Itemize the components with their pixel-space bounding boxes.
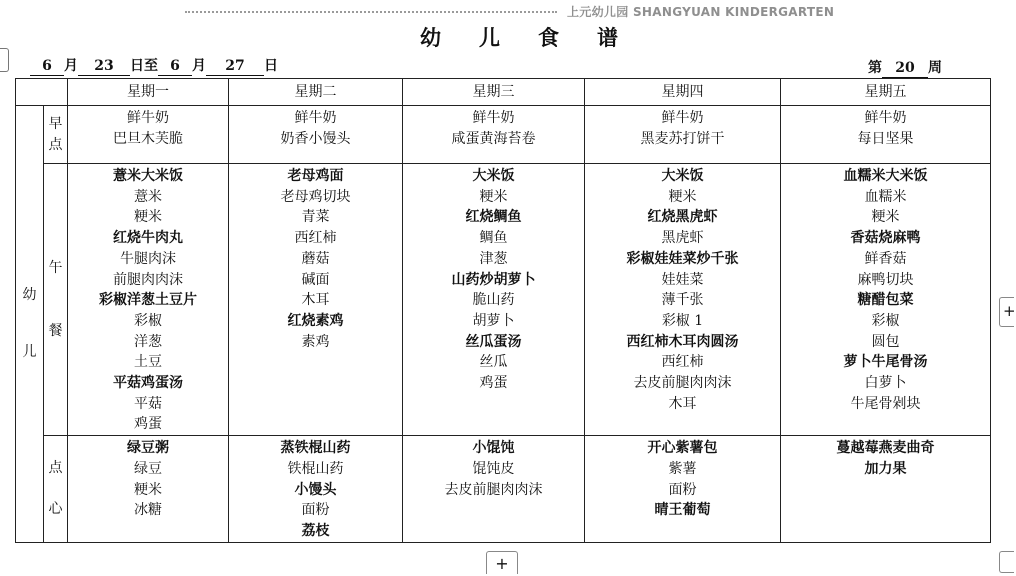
menu-cell [585,106,781,164]
ingredient: 彩椒 [134,312,162,329]
menu-table [15,78,991,543]
ingredient: 丝瓜 [479,354,508,371]
title-char: 幼 [420,25,441,50]
left-margin-handle[interactable] [0,48,9,72]
ingredient: 粳米 [479,188,508,205]
meal-label [44,436,68,543]
dish-name: 老母鸡面 [287,168,344,184]
ingredient: 奶香小馒头 [280,130,351,147]
day-header: 星期二 [229,79,403,106]
end-day: 27 [206,57,264,76]
ingredient: 粳米 [668,188,697,205]
menu-cell [229,436,403,543]
meal-label-char: 心 [48,500,63,517]
dish-name: 丝瓜蛋汤 [465,333,522,350]
menu-cell [403,436,585,543]
page-title [420,22,656,52]
title-char: 儿 [479,25,500,50]
menu-cell [229,106,403,164]
ingredient: 木耳 [301,292,330,309]
ingredient: 面粉 [668,481,697,498]
corner-cell [16,79,68,106]
dish-name: 西红柿木耳肉圆汤 [626,333,739,350]
ingredient: 洋葱 [134,333,162,350]
dish-name: 蔓越莓燕麦曲奇 [836,440,935,457]
dish-name: 薏米大米饭 [113,168,183,184]
ingredient: 脆山药 [472,292,515,309]
ingredient: 鲜牛奶 [472,110,515,126]
dish-name: 小馒头 [294,481,337,498]
dish-name: 红烧牛肉丸 [113,230,183,247]
dish-name: 大米饭 [661,168,704,184]
ingredient: 前腿肉肉沫 [113,271,183,288]
dish-name: 香菇烧麻鸭 [850,230,921,247]
ingredient: 馄饨皮 [472,460,515,477]
start-day: 23 [78,57,130,76]
add-column-button[interactable]: + [999,297,1014,327]
ingredient: 面粉 [301,502,330,519]
day-header: 星期四 [585,79,781,106]
day-header: 星期三 [403,79,585,106]
ingredient: 鲷鱼 [479,230,508,247]
ingredient: 蘑菇 [301,250,330,267]
ingredient: 牛腿肉沫 [120,250,176,267]
meal-label-char: 餐 [48,322,63,339]
add-row-button[interactable]: + [486,551,518,574]
ingredient: 牛尾骨剁块 [850,395,921,412]
menu-cell [68,164,229,436]
resize-handle[interactable] [999,551,1014,573]
ingredient: 粳米 [134,481,162,498]
menu-cell [585,436,781,543]
ingredient: 薏米 [134,188,162,205]
ingredient: 鸡蛋 [479,375,508,392]
dish-name: 红烧鲷鱼 [465,209,522,226]
meal-label-char: 早 [48,115,63,132]
meal-row [16,106,991,164]
group-label-char: 幼 [22,287,37,304]
ingredient: 鸡蛋 [134,416,162,433]
dish-name: 大米饭 [472,168,515,184]
meal-label [44,164,68,436]
dish-name: 小馄饨 [472,440,515,457]
menu-cell [403,106,585,164]
dish-name: 加力果 [864,460,907,477]
ingredient: 彩椒 [871,312,900,329]
dish-name: 晴王葡萄 [654,502,711,519]
dish-name: 血糯米大米饭 [843,168,928,184]
dish-name: 荔枝 [301,522,330,539]
ingredient: 青菜 [301,209,330,226]
meal-label [44,106,68,164]
meal-label-char: 午 [48,259,63,276]
day-header: 星期五 [781,79,991,106]
ingredient: 素鸡 [301,333,330,350]
meal-label-char: 点 [48,136,63,153]
ingredient: 冰糖 [134,502,162,519]
menu-cell [403,164,585,436]
ingredient: 去皮前腿肉肉沫 [444,481,543,498]
dish-name: 绿豆粥 [127,440,169,457]
meal-label-char: 点 [48,460,63,477]
date-range: 6 月 23 日至 6 月 27 日 [30,57,950,77]
ingredient: 黑麦苏打饼干 [640,130,725,147]
ingredient: 鲜香菇 [864,250,907,267]
menu-cell [229,164,403,436]
ingredient: 彩椒 1 [661,312,704,329]
meal-row [16,436,991,543]
ingredient: 老母鸡切块 [280,188,351,205]
dish-name: 彩椒娃娃菜炒千张 [626,250,739,267]
ingredient: 麻鸭切块 [857,271,914,288]
group-label-char: 儿 [22,343,37,360]
dish-name: 开心紫薯包 [647,440,718,457]
ingredient: 鲜牛奶 [294,110,337,126]
ingredient: 西红柿 [661,354,704,371]
ingredient: 黑虎虾 [661,230,704,247]
ingredient: 巴旦木芙脆 [113,130,183,147]
ingredient: 粳米 [134,209,162,226]
ingredient: 薄千张 [661,292,704,309]
dish-name: 彩椒洋葱土豆片 [99,292,197,309]
ingredient: 绿豆 [134,460,162,477]
ingredient: 平菇 [134,395,162,412]
dish-name: 红烧黑虎虾 [647,209,718,226]
menu-cell [585,164,781,436]
dish-name: 蒸铁棍山药 [280,440,351,457]
menu-cell [781,436,991,543]
menu-cell [781,164,991,436]
ingredient: 咸蛋黄海苔卷 [451,130,536,147]
ingredient: 西红柿 [294,230,337,247]
day-header-row [16,79,991,106]
ingredient: 碱面 [301,271,330,288]
ingredient: 土豆 [134,354,162,371]
title-char: 谱 [597,25,618,50]
dish-name: 红烧素鸡 [287,312,344,329]
ingredient: 木耳 [668,395,697,412]
ingredient: 铁棍山药 [287,460,344,477]
end-month: 6 [158,57,192,76]
ingredient: 津葱 [479,250,508,267]
school-brand: 上元幼儿园 SHANGYUAN KINDERGARTEN [567,5,835,19]
ingredient: 娃娃菜 [661,271,704,288]
dish-name: 萝卜牛尾骨汤 [843,354,928,371]
dish-name: 糖醋包菜 [857,292,914,309]
ingredient: 去皮前腿肉肉沫 [633,375,732,392]
ingredient: 白萝卜 [864,375,907,392]
day-header: 星期一 [68,79,229,106]
group-label [16,106,44,543]
ingredient: 鲜牛奶 [661,110,704,126]
menu-cell [68,436,229,543]
dish-name: 山药炒胡萝卜 [451,271,536,288]
header-dotted-rule [185,11,557,13]
ingredient: 圆包 [871,333,900,350]
week-number: 第 20 周 [868,60,942,76]
ingredient: 血糯米 [864,188,907,205]
ingredient: 紫薯 [668,460,697,477]
start-month: 6 [30,57,64,76]
menu-cell [781,106,991,164]
ingredient: 每日坚果 [857,130,914,147]
title-char: 食 [538,25,559,50]
menu-cell [68,106,229,164]
ingredient: 鲜牛奶 [864,110,907,126]
meal-row [16,164,991,436]
ingredient: 胡萝卜 [472,312,515,329]
dish-name: 平菇鸡蛋汤 [113,375,183,392]
ingredient: 鲜牛奶 [127,110,169,126]
ingredient: 粳米 [871,209,900,226]
